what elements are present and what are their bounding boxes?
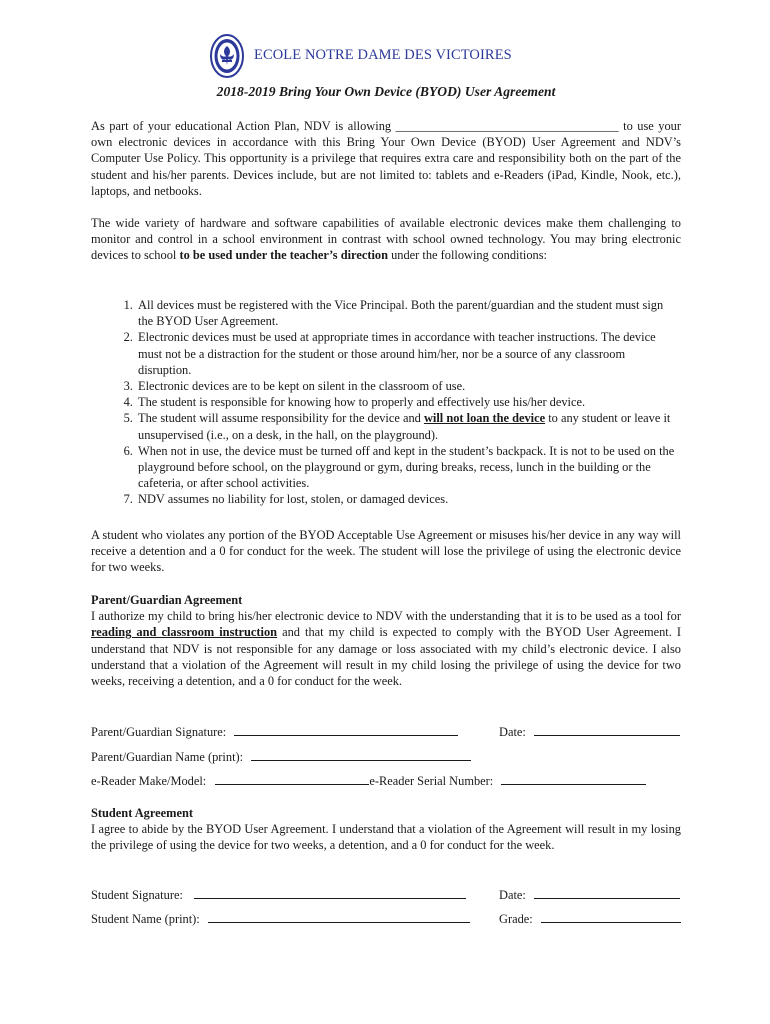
parent-agreement-heading: Parent/Guardian Agreement (91, 593, 243, 607)
list-item: 5. The student will assume responsibility for the device and will not loan the device to any student or leave it unsupervised (i.e., on a desk, in the hall, on the playground). (136, 410, 681, 442)
violation-paragraph: A student who violates any portion of the BYOD Acceptable Use Agreement or misuses his/her device in any way will receive a detention and a 0 for conduct for the week. The student will lose the privilege of using the electronic device for two weeks. (91, 528, 681, 575)
list-item: 2. Electronic devices must be used at appropriate times in accordance with teacher instructions. The device must not be a distraction for the student or those around him/her, nor be a source of any classroom disruption. (136, 329, 681, 378)
intro-paragraph: As part of your educational Action Plan, NDV is allowing ____________________________________ to use your own electronic devices in accordance with this Bring Your Own Device (BYOD) User Agreement and NDV’s Computer Use Policy. This opportunity is a privilege that requires extra care and responsibility both on the part of the student and his/her parents. Devices include, but are not limited to: tablets and e-Readers (iPad, Kindle, Nook, etc.), laptops, and netbooks. (91, 119, 681, 198)
parent-agreement-section: Parent/Guardian Agreement I authorize my child to bring his/her electronic device to NDV with the understanding that it is to be used as a tool for reading and classroom instruction and that my child is expected to comply with the BYOD User Agreement. I understand that NDV is not responsible for any damage or loss associated with my child’s electronic device. I also understand that a violation of the Agreement will result in my child losing the privilege of using the device for two weeks, receiving a detention, and a 0 for conduct for the week. (91, 593, 681, 689)
parent-date-label: Date: (499, 725, 526, 739)
parent-signature-label: Parent/Guardian Signature: (91, 725, 227, 739)
parent-name-row (91, 749, 681, 765)
ereader-serial-label: e-Reader Serial Number: (369, 774, 494, 788)
parent-name-field[interactable] (251, 749, 471, 761)
student-grade-label: Grade: (499, 912, 533, 926)
student-name-field[interactable] (208, 911, 470, 923)
parent-signature-field[interactable] (234, 724, 458, 736)
student-signature-label: Student Signature: (91, 888, 183, 902)
variety-paragraph: The wide variety of hardware and software capabilities of available electronic devices make them challenging to monitor and control in a school environment in contrast with school owned technology. You may bring electronic devices to school to be used under the teacher’s direction under the following conditions: (91, 216, 681, 263)
student-agreement-section: Student Agreement I agree to abide by the BYOD User Agreement. I understand that a violation of the Agreement will result in my losing the privilege of using the device for two weeks, a detention, and a 0 for conduct for the week. (91, 806, 681, 853)
ereader-model-field[interactable] (215, 773, 369, 785)
school-crest-seal-icon (210, 34, 244, 78)
parent-name-label: Parent/Guardian Name (print): (91, 750, 244, 764)
student-name-label: Student Name (print): (91, 912, 200, 926)
ereader-row (91, 773, 681, 789)
school-name: ECOLE NOTRE DAME DES VICTOIRES (254, 47, 512, 63)
student-date-field[interactable] (534, 887, 680, 899)
list-item: 3. Electronic devices are to be kept on silent in the classroom of use. (136, 378, 681, 394)
list-item: 4. The student is responsible for knowing how to properly and effectively use his/her device. (136, 394, 681, 410)
student-signature-field[interactable] (194, 887, 466, 899)
list-item: 1. All devices must be registered with the Vice Principal. Both the parent/guardian and the student must sign the BYOD User Agreement. (136, 297, 681, 329)
parent-date-field[interactable] (534, 724, 680, 736)
student-name-row (91, 911, 681, 927)
list-item: 7. NDV assumes no liability for lost, stolen, or damaged devices. (136, 491, 681, 507)
student-grade-field[interactable] (541, 911, 681, 923)
document-title: 2018-2019 Bring Your Own Device (BYOD) User Agreement (216, 84, 556, 99)
parent-signature-row (91, 724, 681, 740)
student-date-label: Date: (499, 888, 526, 902)
document-header (210, 34, 630, 80)
student-signature-row (91, 887, 681, 903)
student-agreement-heading: Student Agreement (91, 806, 193, 820)
conditions-list (91, 297, 681, 508)
ereader-serial-field[interactable] (501, 773, 646, 785)
list-item: 6. When not in use, the device must be turned off and kept in the student’s backpack. It is not to be used on the playground before school, on the playground or gym, during breaks, recess, lunch in the building or the cafeteria, or after school activities. (136, 443, 681, 492)
ereader-model-label: e-Reader Make/Model: (91, 774, 207, 788)
